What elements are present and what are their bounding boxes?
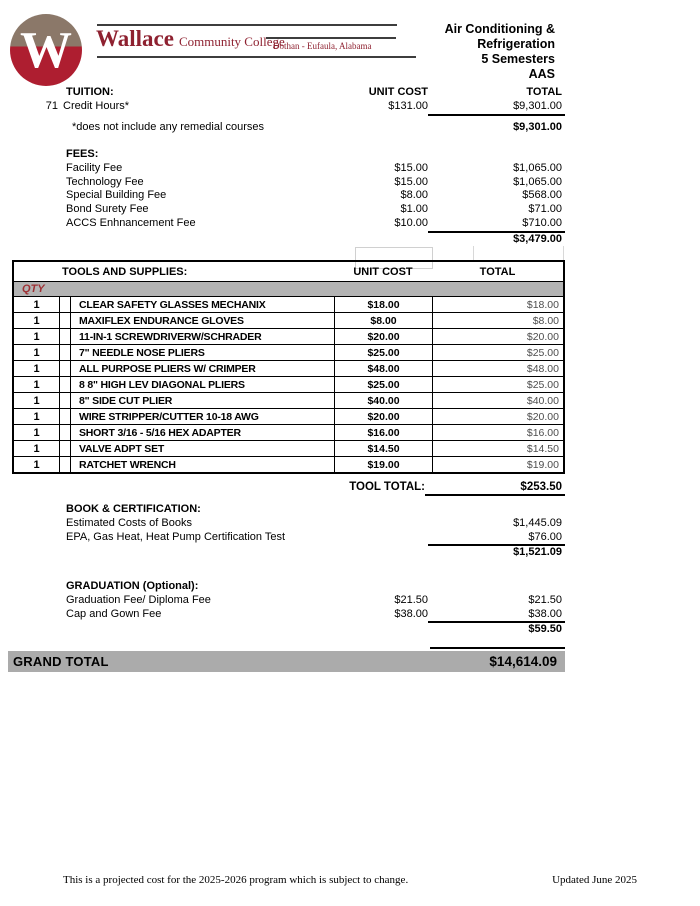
book-certification-section: [0, 503, 565, 560]
footer-updated-date: Updated June 2025: [552, 874, 637, 886]
tuition-row: [0, 100, 565, 116]
tool-total: $20.00: [432, 409, 563, 424]
tool-unit-cost: $16.00: [334, 425, 432, 440]
grand-total-label: GRAND TOTAL: [13, 654, 109, 669]
graduation-total: $38.00: [428, 608, 565, 624]
table-row: [14, 440, 563, 456]
tools-and-supplies-table: [12, 260, 565, 474]
graduation-total: $21.50: [528, 593, 562, 606]
tool-unit-cost: $14.50: [334, 441, 432, 456]
tuition-title: TUITION:: [66, 86, 114, 98]
tool-unit-cost: $20.00: [334, 409, 432, 424]
tool-gap-cell: [59, 393, 70, 408]
book-row: [0, 517, 565, 531]
fee-row: [0, 203, 565, 217]
gridline-artifact: [563, 246, 564, 260]
tuition-subtotal-row: [0, 121, 565, 135]
tool-total: $25.00: [432, 345, 563, 360]
book-total: $76.00: [428, 531, 565, 547]
credit-hours-qty: 71: [45, 99, 58, 112]
tool-total: $19.00: [432, 457, 563, 472]
graduation-subtotal: $59.50: [528, 623, 562, 636]
college-location: Dothan - Eufaula, Alabama: [273, 41, 372, 51]
graduation-label: Graduation Fee/ Diploma Fee: [66, 593, 211, 606]
table-row: [14, 328, 563, 344]
books-title: BOOK & CERTIFICATION:: [66, 503, 201, 515]
tool-item: CLEAR SAFETY GLASSES MECHANIX: [70, 297, 334, 312]
tool-qty: 1: [33, 394, 40, 407]
qty-header-row: [14, 281, 563, 296]
fee-label: Facility Fee: [66, 161, 123, 174]
tool-total: $25.00: [432, 377, 563, 392]
graduation-unit-cost: $38.00: [394, 607, 428, 620]
fee-total: $710.00: [428, 217, 565, 233]
tool-gap-cell: [59, 345, 70, 360]
grand-total-rule: [430, 647, 565, 649]
table-row: [14, 344, 563, 360]
tool-qty: 1: [33, 346, 40, 359]
tool-total-row: [0, 481, 565, 496]
tool-unit-cost: $25.00: [334, 377, 432, 392]
tool-unit-cost: $19.00: [334, 457, 432, 472]
fees-title-row: [0, 148, 565, 162]
fee-unit-cost: $1.00: [400, 203, 428, 216]
tool-total: $20.00: [432, 329, 563, 344]
fee-unit-cost: $8.00: [400, 189, 428, 202]
tuition-header-row: [0, 86, 565, 100]
table-row: [14, 312, 563, 328]
tool-qty: 1: [33, 458, 40, 471]
books-title-row: [0, 503, 565, 517]
book-row: [0, 531, 565, 547]
header-rule-location: [266, 37, 396, 39]
fee-unit-cost: $15.00: [394, 161, 428, 174]
fee-total: $568.00: [522, 189, 562, 202]
tool-total: $48.00: [432, 361, 563, 376]
college-name: [96, 26, 285, 52]
tool-item: VALVE ADPT SET: [70, 441, 334, 456]
gridline-artifact: [473, 246, 474, 260]
fees-subtotal: $3,479.00: [513, 232, 562, 245]
program-line: Air Conditioning &: [444, 22, 555, 36]
tool-unit-cost: $20.00: [334, 329, 432, 344]
tool-gap-cell: [59, 377, 70, 392]
tool-total: $8.00: [432, 313, 563, 328]
tools-total-header: TOTAL: [479, 265, 516, 278]
fee-total: $71.00: [528, 203, 562, 216]
program-info: [445, 22, 555, 82]
tool-gap-cell: [59, 425, 70, 440]
fee-row: [0, 176, 565, 190]
tool-unit-cost: $25.00: [334, 345, 432, 360]
tool-gap-cell: [59, 361, 70, 376]
tool-gap-cell: [59, 313, 70, 328]
fee-label: ACCS Enhnancement Fee: [66, 216, 196, 229]
fee-total: $1,065.00: [513, 175, 562, 188]
graduation-subtotal-row: [0, 623, 565, 637]
tool-gap-cell: [59, 441, 70, 456]
college-name-main: Wallace: [96, 26, 174, 51]
table-row: [14, 456, 563, 472]
graduation-section: [0, 580, 565, 637]
tool-item: SHORT 3/16 - 5/16 HEX ADAPTER: [70, 425, 334, 440]
tool-qty: 1: [33, 362, 40, 375]
tool-item: 8 8" HIGH LEV DIAGONAL PLIERS: [70, 377, 334, 392]
logo-w-monogram: W: [20, 22, 72, 79]
tool-unit-cost: $8.00: [334, 313, 432, 328]
total-column-header: TOTAL: [526, 86, 562, 98]
tool-total-value: $253.50: [425, 481, 565, 496]
tuition-section: [0, 86, 565, 134]
tool-item: 8" SIDE CUT PLIER: [70, 393, 334, 408]
tool-total: $18.00: [432, 297, 563, 312]
tool-unit-cost: $40.00: [334, 393, 432, 408]
tool-total: $16.00: [432, 425, 563, 440]
table-row: [14, 408, 563, 424]
tool-item: MAXIFLEX ENDURANCE GLOVES: [70, 313, 334, 328]
tuition-subtotal: $9,301.00: [513, 120, 562, 133]
tool-qty: 1: [33, 410, 40, 423]
fee-label: Technology Fee: [66, 175, 144, 188]
fee-row: [0, 217, 565, 233]
fees-subtotal-row: [0, 233, 565, 247]
fee-unit-cost: $15.00: [394, 175, 428, 188]
books-subtotal: $1,521.09: [513, 546, 562, 559]
program-line: 5 Semesters: [481, 52, 555, 66]
graduation-label: Cap and Gown Fee: [66, 607, 162, 620]
tools-unit-cost-header: UNIT COST: [353, 265, 413, 278]
tool-qty: 1: [33, 426, 40, 439]
tool-qty: 1: [33, 442, 40, 455]
tool-item: WIRE STRIPPER/CUTTER 10-18 AWG: [70, 409, 334, 424]
tool-gap-cell: [59, 409, 70, 424]
tool-unit-cost: $48.00: [334, 361, 432, 376]
fee-label: Bond Surety Fee: [66, 203, 149, 216]
credit-hours-total: $9,301.00: [428, 100, 565, 116]
table-row: [14, 360, 563, 376]
fees-section: [0, 148, 565, 247]
graduation-unit-cost: $21.50: [394, 593, 428, 606]
qty-header: QTY: [22, 283, 45, 295]
tool-item: RATCHET WRENCH: [70, 457, 334, 472]
program-line: AAS: [528, 67, 555, 81]
footer: [0, 874, 700, 886]
book-label: EPA, Gas Heat, Heat Pump Certification Test: [66, 530, 286, 543]
table-row: [14, 296, 563, 312]
tool-qty: 1: [33, 298, 40, 311]
graduation-title-row: [0, 580, 565, 594]
tool-unit-cost: $18.00: [334, 297, 432, 312]
fee-label: Special Building Fee: [66, 189, 167, 202]
footer-disclaimer: This is a projected cost for the 2025-2026 program which is subject to change.: [63, 874, 409, 886]
college-logo: [10, 14, 82, 86]
grand-total-bar: [8, 651, 565, 672]
tool-item: ALL PURPOSE PLIERS W/ CRIMPER: [70, 361, 334, 376]
credit-hours-unit-cost: $131.00: [388, 99, 428, 112]
table-row: [14, 376, 563, 392]
fee-row: [0, 189, 565, 203]
fees-title: FEES:: [66, 148, 99, 160]
graduation-row: [0, 608, 565, 624]
table-header-row: [14, 262, 563, 281]
graduation-title: GRADUATION (Optional):: [66, 580, 199, 592]
tool-qty: 1: [33, 330, 40, 343]
grand-total-value: $14,614.09: [489, 654, 557, 669]
tuition-note: *does not include any remedial courses: [72, 120, 265, 133]
tool-gap-cell: [59, 329, 70, 344]
header-rule-bottom: [97, 56, 416, 58]
book-label: Estimated Costs of Books: [66, 516, 192, 529]
fee-total: $1,065.00: [513, 161, 562, 174]
fee-unit-cost: $10.00: [394, 216, 428, 229]
tool-qty: 1: [33, 314, 40, 327]
tool-total: $14.50: [432, 441, 563, 456]
tool-total: $40.00: [432, 393, 563, 408]
book-total: $1,445.09: [513, 516, 562, 529]
college-name-suffix: Community College: [178, 34, 285, 49]
unit-cost-column-header: UNIT COST: [368, 86, 428, 98]
fee-row: [0, 162, 565, 176]
table-row: [14, 424, 563, 440]
tool-item: 7" NEEDLE NOSE PLIERS: [70, 345, 334, 360]
tool-item: 11-IN-1 SCREWDRIVERW/SCHRADER: [70, 329, 334, 344]
credit-hours-label: Credit Hours*: [63, 99, 130, 112]
tools-title: TOOLS AND SUPPLIES:: [62, 265, 188, 278]
graduation-row: [0, 594, 565, 608]
tool-gap-cell: [59, 297, 70, 312]
books-subtotal-row: [0, 546, 565, 560]
tool-total-label: TOOL TOTAL:: [349, 481, 425, 493]
program-line: Refrigeration: [477, 37, 555, 51]
tool-gap-cell: [59, 457, 70, 472]
table-row: [14, 392, 563, 408]
tool-qty: 1: [33, 378, 40, 391]
